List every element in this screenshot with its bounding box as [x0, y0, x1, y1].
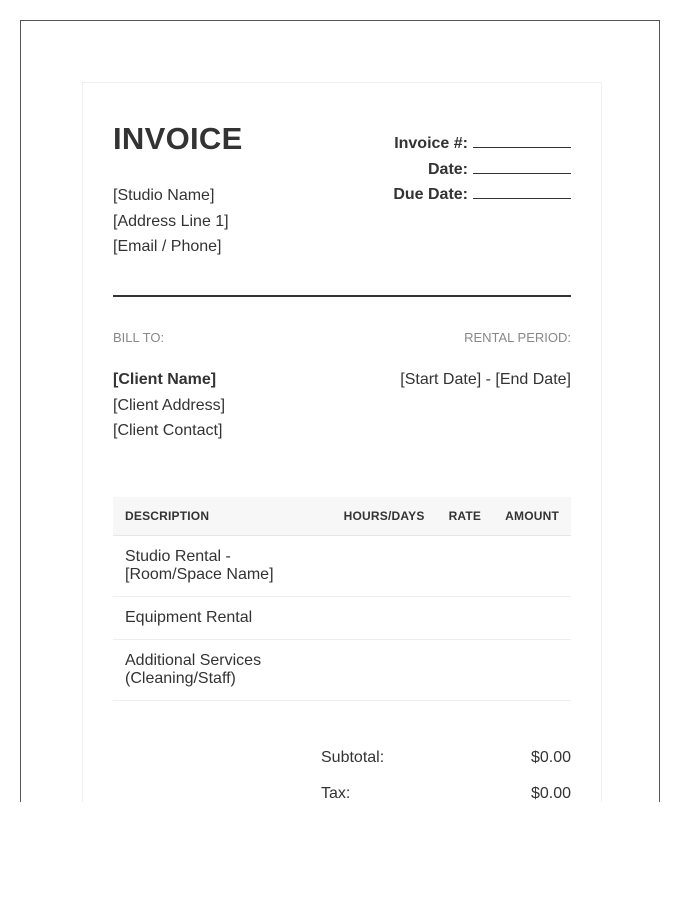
row-rate[interactable] — [437, 536, 494, 597]
studio-address: [Address Line 1] — [113, 212, 229, 230]
row-rate[interactable] — [437, 597, 494, 640]
tax-label: Tax: — [321, 785, 351, 802]
description-line: Equipment Rental — [125, 609, 253, 626]
description-line: Studio Rental - — [125, 548, 231, 565]
client-name: [Client Name] — [113, 371, 217, 388]
client-contact: [Client Contact] — [113, 422, 223, 439]
invoice-sheet — [82, 82, 602, 802]
description-line: [Room/Space Name] — [125, 566, 274, 583]
description-line: Additional Services — [125, 652, 262, 669]
invoice-date-label: Date: — [427, 160, 468, 178]
col-hours-days: HOURS/DAYS — [332, 497, 437, 536]
invoice-date-row — [393, 157, 571, 183]
invoice-number-field[interactable] — [473, 132, 571, 148]
table-row — [113, 536, 571, 597]
parties-section — [113, 297, 571, 497]
table-row — [113, 640, 571, 701]
col-rate: RATE — [437, 497, 494, 536]
studio-info — [113, 183, 229, 260]
subtotal-value: $0.00 — [530, 749, 571, 766]
totals-section — [113, 745, 571, 802]
row-hours[interactable] — [332, 640, 437, 701]
invoice-title: INVOICE — [113, 121, 243, 156]
due-date-row — [393, 182, 571, 208]
row-description — [113, 536, 332, 597]
table-row — [113, 597, 571, 640]
row-description — [113, 640, 332, 701]
table-header-row — [113, 497, 571, 536]
invoice-header — [113, 83, 571, 297]
subtotal-label: Subtotal: — [321, 749, 385, 766]
studio-name: [Studio Name] — [113, 187, 215, 204]
invoice-meta — [393, 131, 571, 208]
tax-row — [321, 781, 571, 802]
client-address: [Client Address] — [113, 396, 226, 414]
row-rate[interactable] — [437, 640, 494, 701]
rental-period-label: RENTAL PERIOD: — [464, 330, 571, 345]
bill-to-label: BILL TO: — [113, 330, 165, 345]
line-items-table — [113, 497, 571, 701]
invoice-number-row — [393, 131, 571, 157]
due-date-label: Due Date: — [393, 186, 468, 203]
invoice-date-field[interactable] — [473, 158, 571, 174]
client-info — [113, 367, 225, 444]
tax-value: $0.00 — [530, 785, 571, 802]
page-frame — [20, 20, 660, 802]
invoice-number-label: Invoice #: — [394, 135, 468, 152]
col-amount: AMOUNT — [493, 497, 571, 536]
due-date-field[interactable] — [473, 183, 571, 199]
description-line: (Cleaning/Staff) — [125, 670, 236, 687]
studio-contact: [Email / Phone] — [113, 238, 222, 255]
subtotal-row — [321, 745, 571, 781]
row-hours[interactable] — [332, 536, 437, 597]
rental-period-value: [Start Date] - [End Date] — [400, 371, 571, 388]
row-amount[interactable] — [493, 640, 571, 701]
col-description: DESCRIPTION — [113, 497, 332, 536]
row-description — [113, 597, 332, 640]
row-amount[interactable] — [493, 536, 571, 597]
row-hours[interactable] — [332, 597, 437, 640]
row-amount[interactable] — [493, 597, 571, 640]
